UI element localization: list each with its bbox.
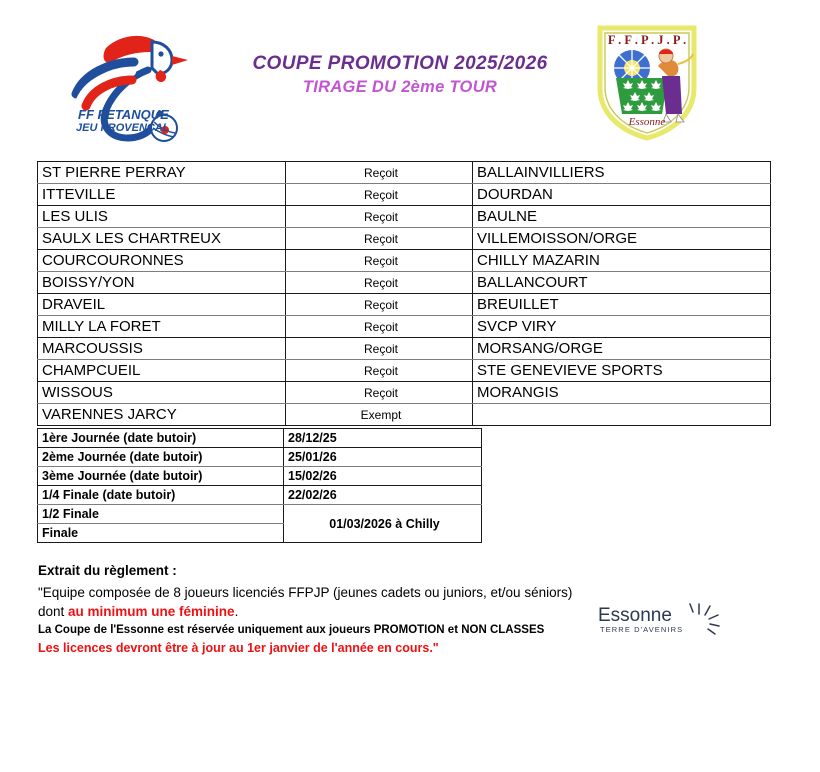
cell-verb: Reçoit (286, 294, 473, 316)
ffpjp-essonne-crest (592, 22, 702, 142)
cell-away: BAULNE (473, 206, 771, 228)
cell-home: VARENNES JARCY (38, 404, 286, 426)
rules-heading: Extrait du règlement : (38, 563, 177, 578)
table-row (38, 206, 771, 228)
table-row (38, 162, 771, 184)
cell-home: LES ULIS (38, 206, 286, 228)
cell-home: DRAVEIL (38, 294, 286, 316)
rules-line-2-highlight: au minimum une féminine (68, 604, 235, 619)
page-subtitle: TIRAGE DU 2ème TOUR (302, 78, 498, 96)
table-row (38, 272, 771, 294)
essonne-tagline: TERRE D'AVENIRS (600, 625, 684, 634)
cell-away: VILLEMOISSON/ORGE (473, 228, 771, 250)
rules-section (38, 560, 598, 658)
cell-stage: 1ère Journée (date butoir) (38, 429, 284, 448)
cell-verb: Reçoit (286, 184, 473, 206)
schedule-table (37, 428, 482, 543)
cell-verb: Reçoit (286, 206, 473, 228)
cell-home: ITTEVILLE (38, 184, 286, 206)
table-row (38, 467, 482, 486)
cell-verb: Reçoit (286, 228, 473, 250)
table-row (38, 184, 771, 206)
cell-home: COURCOURONNES (38, 250, 286, 272)
ff-petanque-logo-line2: JEU PROVENÇAL (76, 122, 170, 134)
cell-date: 25/01/26 (284, 448, 482, 467)
cell-away: STE GENEVIEVE SPORTS (473, 360, 771, 382)
cell-stage: 1/4 Finale (date butoir) (38, 486, 284, 505)
title-block (220, 52, 580, 98)
rules-line-3: La Coupe de l'Essonne est réservée uniquement aux joueurs PROMOTION et NON CLASSES (38, 624, 545, 636)
essonne-wordmark: Essonne (598, 605, 672, 626)
cell-home: SAULX LES CHARTREUX (38, 228, 286, 250)
table-row (38, 505, 482, 524)
page-title: COUPE PROMOTION 2025/2026 (252, 53, 548, 74)
sunburst-icon (690, 604, 719, 634)
cell-verb: Reçoit (286, 382, 473, 404)
ffpjp-crest-signature: Essonne (628, 116, 666, 128)
cell-date: 15/02/26 (284, 467, 482, 486)
rules-line-2 (38, 602, 598, 621)
cell-verb: Reçoit (286, 250, 473, 272)
cell-away: BALLAINVILLIERS (473, 162, 771, 184)
cell-stage: 2ème Journée (date butoir) (38, 448, 284, 467)
cell-stage: Finale (38, 524, 284, 543)
cell-verb: Reçoit (286, 360, 473, 382)
table-row (38, 429, 482, 448)
cell-date: 28/12/25 (284, 429, 482, 448)
cell-stage: 1/2 Finale (38, 505, 284, 524)
ff-petanque-logo (48, 18, 218, 146)
cell-verb: Reçoit (286, 316, 473, 338)
table-row (38, 250, 771, 272)
table-row (38, 360, 771, 382)
table-row (38, 448, 482, 467)
draw-table-body (38, 162, 771, 426)
cell-away: MORANGIS (473, 382, 771, 404)
cell-away (473, 404, 771, 426)
rules-line-4: Les licences devront être à jour au 1er janvier de l'année en cours." (38, 641, 439, 655)
rules-line-2-suffix: . (234, 604, 239, 619)
ffpjp-crest-label: F . F . P . J . P . (607, 33, 687, 47)
cell-home: MARCOUSSIS (38, 338, 286, 360)
rules-line-2-prefix: dont (38, 604, 69, 619)
table-row (38, 228, 771, 250)
table-row (38, 338, 771, 360)
cell-verb: Reçoit (286, 338, 473, 360)
cell-date: 22/02/26 (284, 486, 482, 505)
page-header (0, 0, 820, 152)
draw-table (37, 161, 771, 426)
cell-home: MILLY LA FORET (38, 316, 286, 338)
cell-away: BREUILLET (473, 294, 771, 316)
cell-verb: Reçoit (286, 162, 473, 184)
cell-home: BOISSY/YON (38, 272, 286, 294)
cell-away: CHILLY MAZARIN (473, 250, 771, 272)
cell-home: CHAMPCUEIL (38, 360, 286, 382)
cell-stage: 3ème Journée (date butoir) (38, 467, 284, 486)
cell-home: WISSOUS (38, 382, 286, 404)
cell-verb: Exempt (286, 404, 473, 426)
cell-final-date: 01/03/2026 à Chilly (284, 505, 482, 543)
table-row (38, 486, 482, 505)
cell-away: MORSANG/ORGE (473, 338, 771, 360)
cell-away: DOURDAN (473, 184, 771, 206)
cell-away: BALLANCOURT (473, 272, 771, 294)
ff-petanque-logo-line1: FF PETANQUE (78, 107, 169, 122)
table-row (38, 294, 771, 316)
table-row (38, 404, 771, 426)
schedule-table-body (38, 429, 482, 543)
essonne-departement-logo (596, 600, 720, 640)
table-row (38, 316, 771, 338)
cell-away: SVCP VIRY (473, 316, 771, 338)
cell-verb: Reçoit (286, 272, 473, 294)
rules-line-1: "Equipe composée de 8 joueurs licenciés FFPJP (jeunes cadets ou juniors, et/ou séniors) (38, 585, 573, 600)
table-row (38, 382, 771, 404)
cell-home: ST PIERRE PERRAY (38, 162, 286, 184)
